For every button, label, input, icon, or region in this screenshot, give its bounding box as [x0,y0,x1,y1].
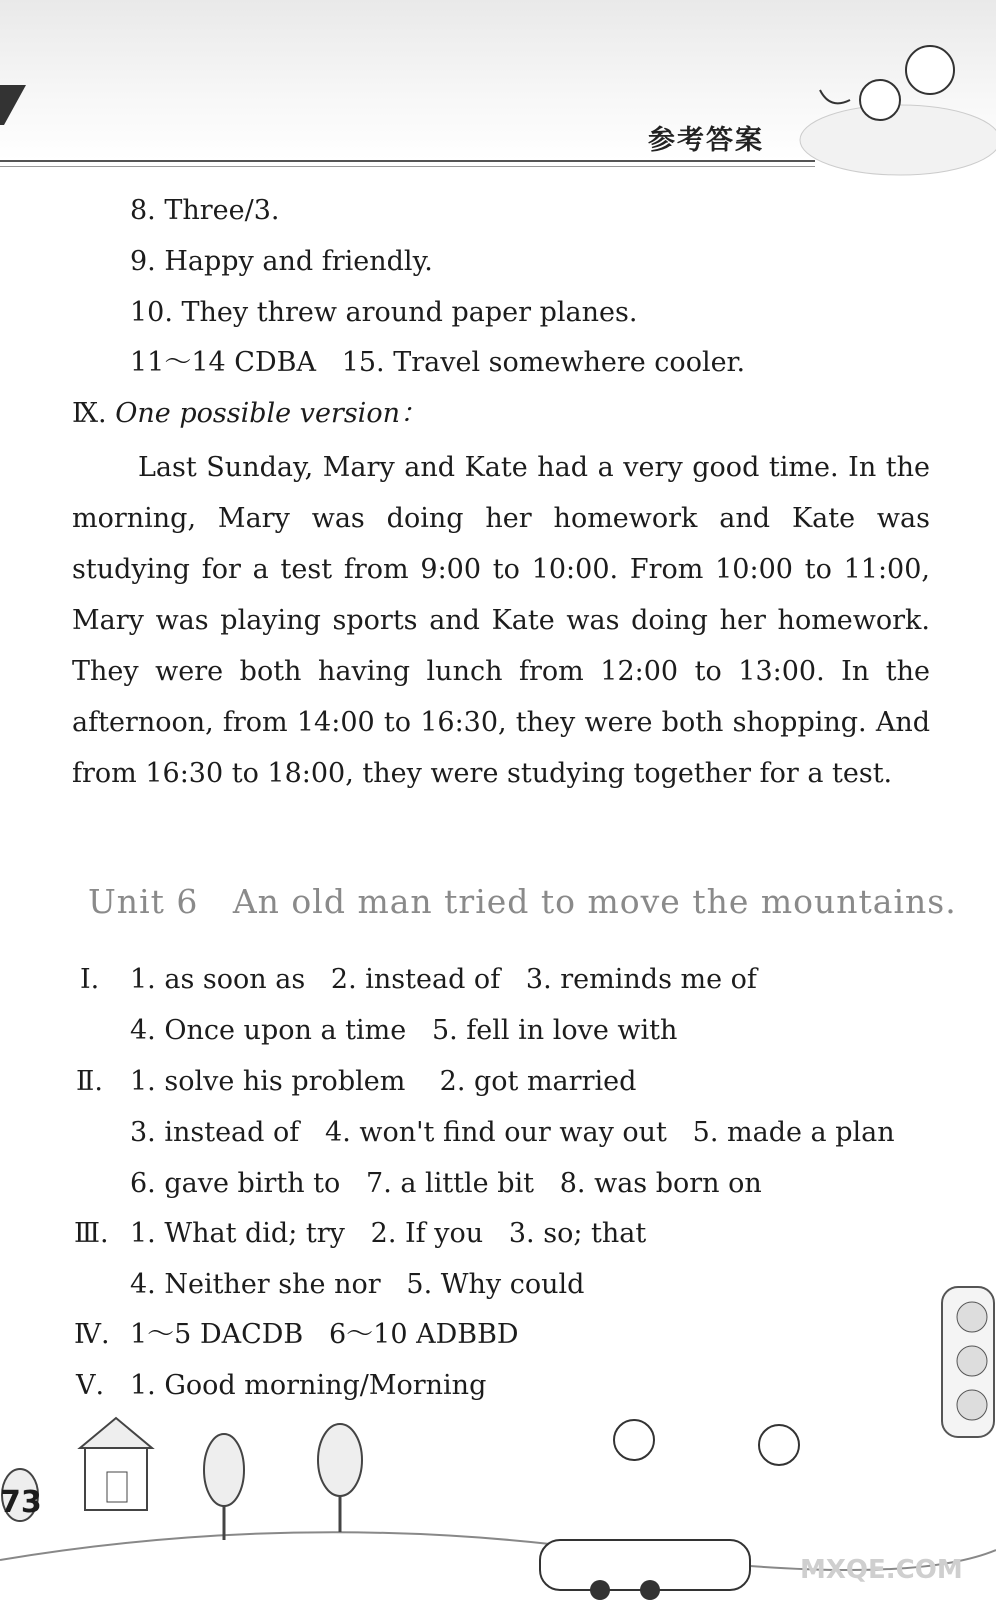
kids-on-cloud-illustration [780,20,996,190]
unit-title: Unit 6 An old man tried to move the mountains. [88,882,957,921]
section-9-label: Ⅸ. [72,398,107,429]
section-1-label: Ⅰ. [80,964,100,995]
answer-11-15: 11～14 CDBA 15. Travel somewhere cooler. [130,347,746,378]
section-9-heading [72,399,427,429]
section-3-label: Ⅲ. [74,1218,109,1249]
answer-10: 10. They threw around paper planes. [130,297,638,328]
section-2-line-1: 1. solve his problem 2. got married [130,1066,637,1097]
section-2-line-3: 6. gave birth to 7. a little bit 8. was born on [130,1168,762,1199]
header-divider-thin [0,166,815,167]
section-4-line-1: 1～5 DACDB 6～10 ADBBD [130,1319,519,1350]
section-9-paragraph [72,442,930,799]
answer-9: 9. Happy and friendly. [130,246,433,277]
corner-flag-icon [0,80,30,130]
section-1-line-1: 1. as soon as 2. instead of 3. reminds me of [130,964,757,995]
section-2-line-2: 3. instead of 4. won't find our way out 5. made a plan [130,1117,895,1148]
section-3-line-2: 4. Neither she nor 5. Why could [130,1269,585,1300]
section-5-line-1: 1. Good morning/Morning [130,1370,487,1401]
section-1-line-2: 4. Once upon a time 5. fell in love with [130,1015,678,1046]
header-divider [0,160,815,162]
section-4-label: Ⅳ. [74,1319,110,1350]
section-9-intro: One possible version： [115,398,427,429]
section-9-text: Last Sunday, Mary and Kate had a very good time. In the morning, Mary was doing her homework and Kate was studying for a test from 9:00 to 10:00. From 10:00 to 11:00, Mary was playing sports and Kate was doing her homework. They were both having lunch from 12:00 to 13:00. In the afternoon, from 14:00 to 16:30, they were both shopping. And from 16:30 to 18:00, they were studying together for a test. [72,452,930,789]
section-3-line-1: 1. What did; try 2. If you 3. so; that [130,1218,647,1249]
header-title: 参考答案 [648,125,764,156]
section-2-label: Ⅱ. [76,1066,103,1097]
page-number: 73 [0,1485,42,1520]
answer-8: 8. Three/3. [130,195,280,226]
section-5-label: Ⅴ. [76,1370,105,1401]
watermark-text: MXQE.COM [800,1555,963,1585]
